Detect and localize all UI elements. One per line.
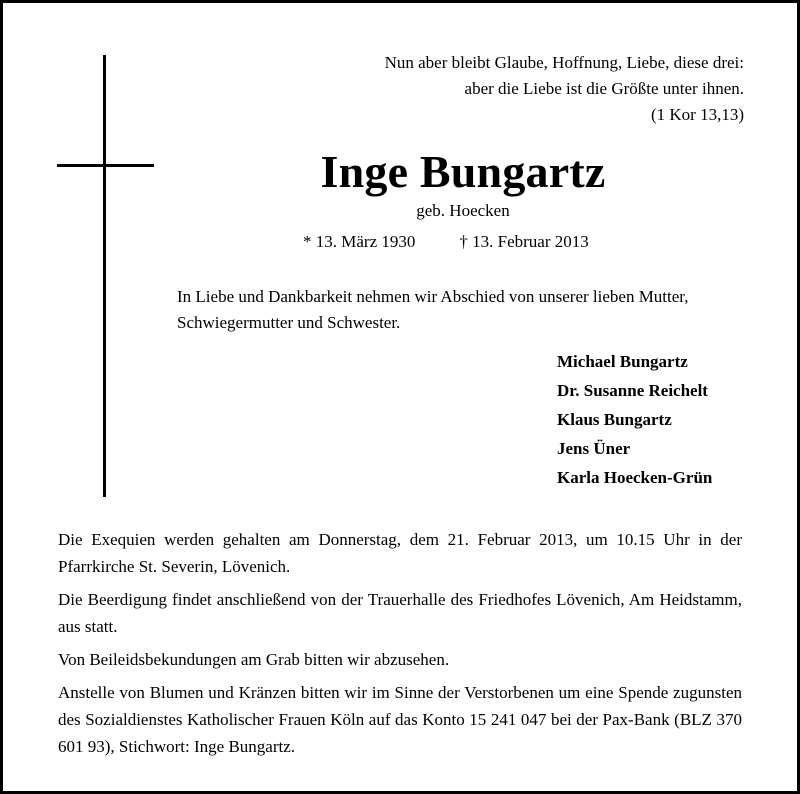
cross-vertical-bar [103, 55, 106, 497]
death-date: † 13. Februar 2013 [459, 232, 589, 251]
exequies-paragraph: Die Exequien werden gehalten am Donnerstag, dem 21. Februar 2013, um 10.15 Uhr in der Pfarrkirche St. Severin, Lövenich. [58, 530, 742, 576]
deceased-name: Inge Bungartz [320, 146, 606, 197]
signer-name: Jens Üner [557, 439, 631, 458]
condolence-paragraph: Von Beileidsbekundungen am Grab bitten wir abzusehen. [58, 650, 450, 669]
life-dates [303, 231, 589, 253]
signers-list [557, 347, 712, 492]
funeral-details [58, 526, 742, 766]
burial-paragraph: Die Beerdigung findet anschließend von der Trauerhalle des Friedhofes Lövenich, Am Heidstamm, aus statt. [58, 590, 742, 636]
bible-quote [385, 50, 744, 128]
donation-paragraph: Anstelle von Blumen und Kränzen bitten wir im Sinne der Verstorbenen um eine Spende zugunsten des Sozialdienstes Katholischer Frauen Köln auf das Konto 15 241 047 bei der Pax-Bank (BLZ 370 601 93), Stichwort: Inge Bungartz. [58, 683, 742, 756]
quote-line: Nun aber bleibt Glaube, Hoffnung, Liebe, diese drei: [384, 53, 744, 72]
birth-date: * 13. März 1930 [303, 232, 416, 251]
quote-line: aber die Liebe ist die Größte unter ihnen. [464, 79, 744, 98]
signer-name: Klaus Bungartz [557, 410, 672, 429]
signer-name: Michael Bungartz [557, 352, 688, 371]
quote-reference: (1 Kor 13,13) [650, 105, 744, 124]
signer-name: Dr. Susanne Reichelt [557, 381, 708, 400]
farewell-text: In Liebe und Dankbarkeit nehmen wir Abschied von unserer lieben Mutter, Schwiegermutter und Schwester. [177, 287, 689, 332]
signer-name: Karla Hoecken-Grün [557, 468, 713, 487]
birth-name: geb. Hoecken [416, 201, 510, 220]
